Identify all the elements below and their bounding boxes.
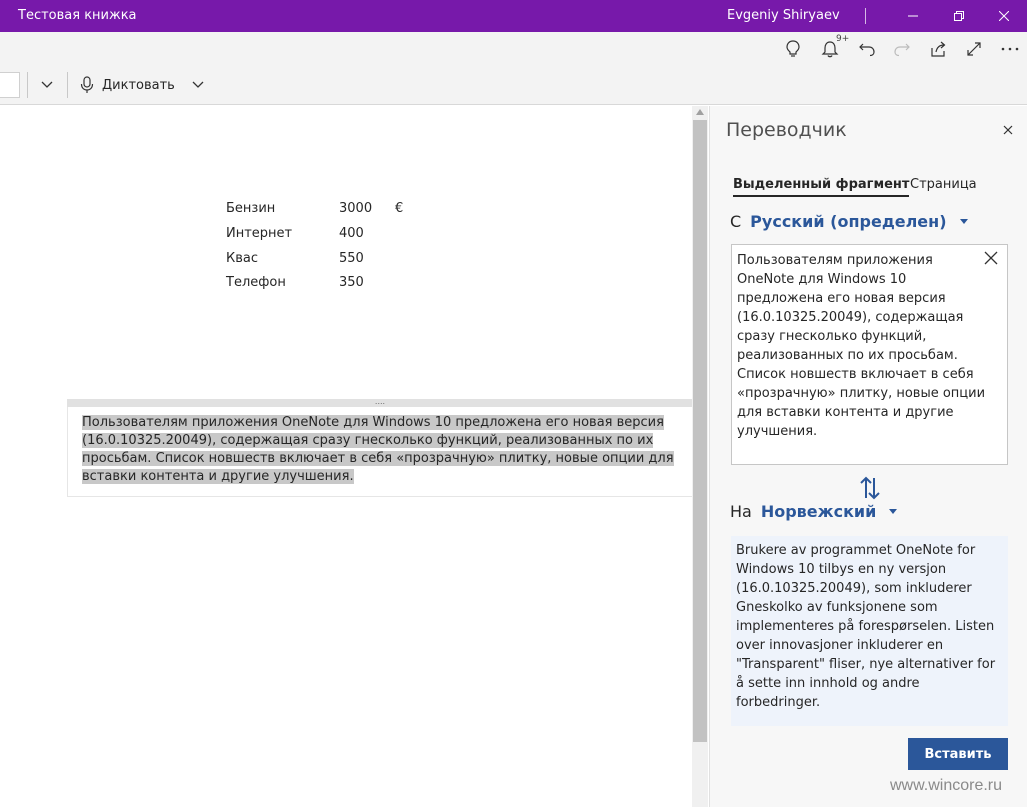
font-size-input[interactable] [0, 72, 20, 98]
tab-page[interactable]: Страница [910, 177, 977, 192]
title-separator [865, 8, 866, 24]
scrollbar-thumb[interactable] [693, 120, 707, 742]
expand-icon [966, 41, 982, 57]
redo-icon [893, 41, 911, 57]
restore-icon [954, 11, 964, 21]
vertical-scrollbar[interactable] [692, 106, 708, 807]
share-icon [929, 40, 947, 58]
undo-button[interactable] [855, 37, 879, 61]
close-window-button[interactable] [981, 0, 1027, 32]
scroll-up-arrow[interactable] [696, 109, 704, 115]
dictate-label: Диктовать [102, 77, 175, 93]
target-language-select[interactable]: Норвежский [760, 502, 877, 521]
redo-button[interactable] [890, 37, 914, 61]
note-container[interactable] [67, 399, 692, 497]
minimize-icon [908, 11, 918, 21]
notebook-title: Тестовая книжка [18, 8, 137, 23]
table-cell-currency[interactable]: € [395, 201, 404, 216]
source-text-box[interactable] [731, 244, 1008, 465]
swap-languages-icon[interactable] [859, 475, 881, 501]
source-language-select[interactable]: Русский (определен) [750, 212, 947, 231]
table-cell-item[interactable]: Интернет [226, 226, 293, 241]
from-prefix: С [730, 212, 742, 231]
watermark: www.wincore.ru [890, 777, 1003, 794]
minimize-button[interactable] [890, 0, 936, 32]
caret-down-icon[interactable] [960, 219, 968, 224]
selected-text[interactable]: Пользователям приложения OneNote для Windows 10 предложена его новая версия (16.0.10325.20049), содержащая сразу гнесколько функций, реализованных по их просьбам. Список новшеств включает в себя «прозрачную» плитку, новые опции для вставки контента и другие улучшения. [82, 415, 674, 484]
table-cell-item[interactable]: Бензин [226, 201, 276, 216]
pane-title: Переводчик [726, 119, 847, 141]
page-canvas[interactable] [0, 106, 692, 807]
source-text[interactable]: Пользователям приложения OneNote для Windows 10 предложена его новая версия (16.0.10325.20049), содержащая сразу гнесколько функций, реализованных по их просьбам. Список новшеств включает в себя «прозрачную» плитку, новые опции для вставки контента и другие улучшения. [737, 253, 986, 439]
target-language-row [730, 502, 897, 521]
dictate-dropdown-button[interactable] [188, 75, 208, 95]
chevron-down-icon [41, 81, 53, 89]
top-toolbar [0, 32, 1027, 65]
undo-icon [858, 41, 876, 57]
tab-selection[interactable]: Выделенный фрагмент [733, 177, 909, 197]
note-text[interactable] [82, 414, 682, 486]
ribbon [0, 65, 1027, 105]
to-prefix: На [730, 502, 752, 521]
ribbon-separator [67, 72, 68, 98]
dictate-button[interactable] [80, 73, 175, 97]
table-cell-amount[interactable]: 3000 [339, 201, 373, 216]
table-cell-amount[interactable]: 550 [339, 251, 364, 266]
ribbon-separator [27, 72, 28, 98]
table-cell-amount[interactable]: 400 [339, 226, 364, 241]
share-button[interactable] [926, 37, 950, 61]
tell-me-button[interactable] [781, 37, 805, 61]
table-cell-item[interactable]: Телефон [226, 275, 286, 290]
clear-text-icon[interactable] [984, 251, 998, 265]
note-drag-handle[interactable]: .... [67, 399, 693, 407]
restore-button[interactable] [936, 0, 982, 32]
close-pane-icon[interactable] [1000, 122, 1016, 138]
source-language-row [730, 212, 968, 231]
table-cell-amount[interactable]: 350 [339, 275, 364, 290]
user-name[interactable]: Evgeniy Shiryaev [727, 8, 840, 23]
translator-pane [709, 106, 1027, 807]
fullscreen-button[interactable] [962, 37, 986, 61]
table-cell-item[interactable]: Квас [226, 251, 259, 266]
microphone-icon [80, 76, 94, 94]
more-options-button[interactable] [998, 37, 1022, 61]
close-icon [999, 11, 1009, 21]
title-bar [0, 0, 1027, 32]
insert-button[interactable]: Вставить [908, 738, 1008, 770]
caret-down-icon[interactable] [889, 509, 897, 514]
translation-output-box [731, 536, 1008, 726]
notifications-badge: 9+ [836, 34, 850, 44]
lightbulb-icon [785, 40, 801, 58]
chevron-down-icon [192, 81, 204, 89]
translated-text: Brukere av programmet OneNote for Windows 10 tilbys en ny versjon (16.0.10325.20049), som inkluderer Gneskolko av funksjonene som implementeres på forespørselen. Listen over innovasjoner inkluderer en "Transparent" fliser, nye alternativer for å sette inn innhold og andre forbedringer. [736, 543, 996, 710]
ribbon-dropdown-button[interactable] [37, 75, 57, 95]
more-icon [1001, 47, 1019, 51]
